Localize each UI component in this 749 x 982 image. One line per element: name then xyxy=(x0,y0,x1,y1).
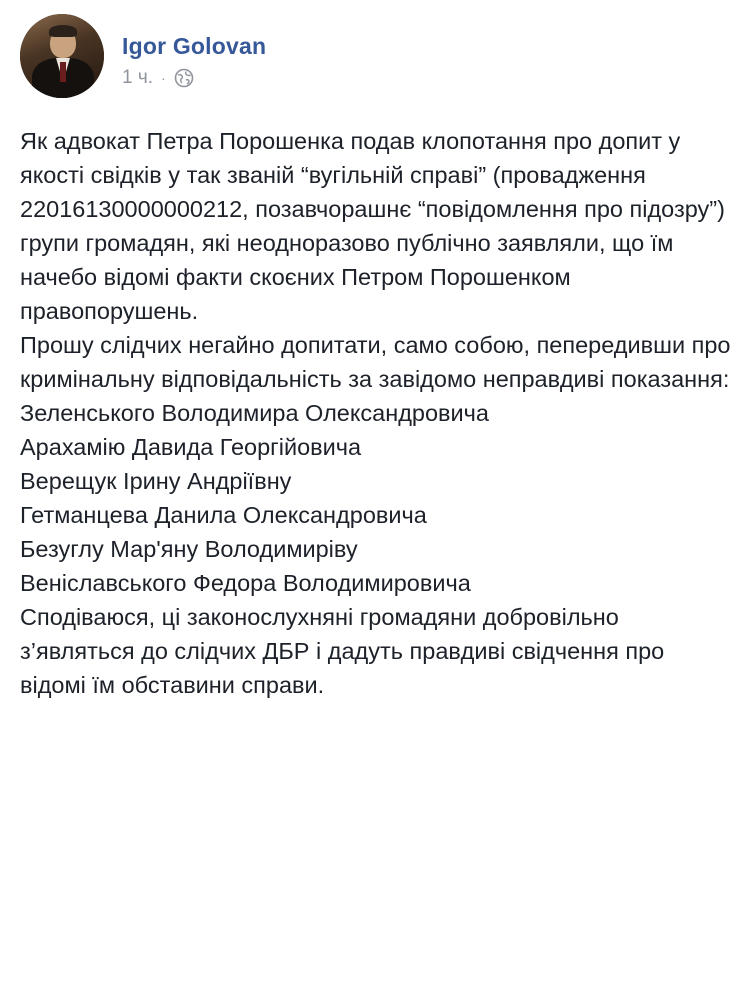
paragraph-request: Прошу слідчих негайно допитати, само собою, пепередивши про кримінальну відповідальність за завідомо неправдиві показання: xyxy=(20,332,731,392)
witness-name: Веніславського Федора Володимировича xyxy=(20,570,471,596)
separator-dot: · xyxy=(161,70,166,86)
globe-icon[interactable] xyxy=(174,68,194,88)
post-header xyxy=(20,14,266,104)
witness-name: Арахамію Давида Георгійовича xyxy=(20,434,362,460)
timestamp-row xyxy=(122,66,266,90)
avatar[interactable] xyxy=(20,14,104,98)
timestamp[interactable]: 1 ч. xyxy=(122,67,154,88)
paragraph-intro: Як адвокат Петра Порошенка подав клопотання про допит у якості свідків у так званій “вугільній справі” (провадження 22016130000000212, позавчорашнє “повідомлення про підозру”) групи громадян, які неодноразово публічно заявляли, що їм начебо відомі факти скоєних Петром Порошенком правопорушень. xyxy=(20,128,725,324)
paragraph-closing: Сподіваюся, ці законослухняні громадяни добровільно з’являться до слідчих ДБР і дадуть правдиві свідчення про відомі їм обставини справи. xyxy=(20,604,665,698)
post-body xyxy=(20,124,735,702)
witness-name: Зеленського Володимира Олександровича xyxy=(20,400,489,426)
author-name[interactable]: Igor Golovan xyxy=(122,33,267,59)
witness-name: Верещук Ірину Андріївну xyxy=(20,468,292,494)
post-meta xyxy=(122,14,266,90)
witness-name: Безуглу Мар'яну Володимиріву xyxy=(20,536,358,562)
witness-name: Гетманцева Данила Олександровича xyxy=(20,502,427,528)
